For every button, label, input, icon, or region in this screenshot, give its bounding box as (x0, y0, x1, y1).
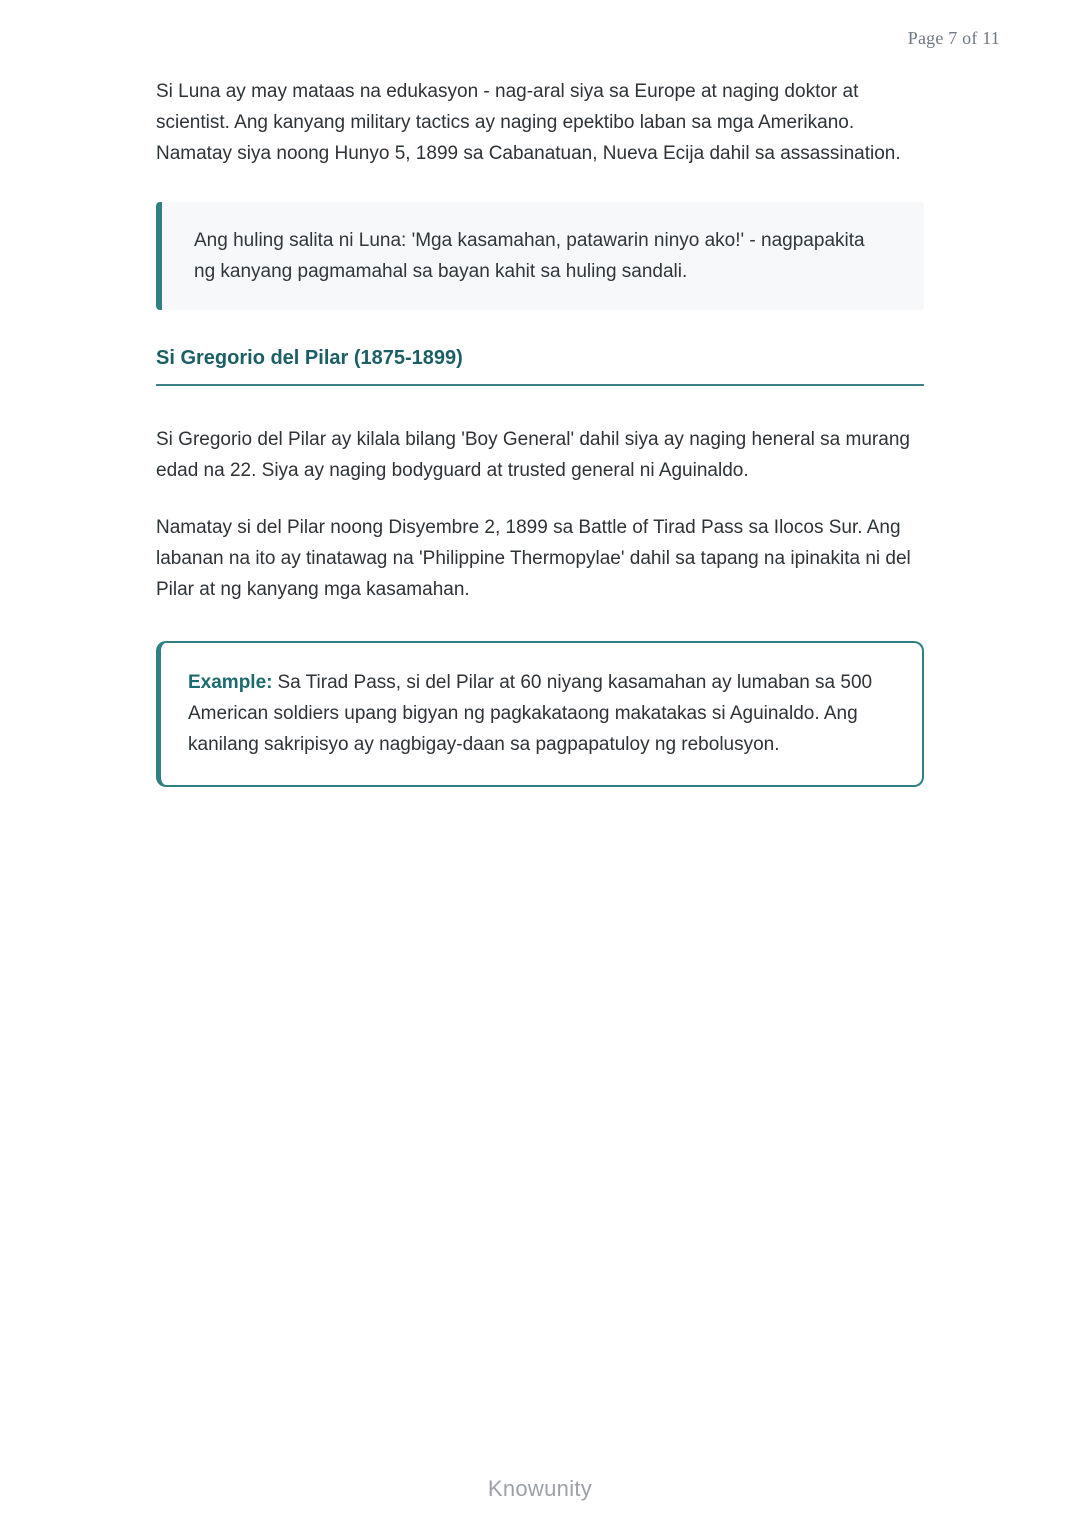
example-label: Example: (188, 672, 273, 693)
paragraph-pilar-death: Namatay si del Pilar noong Disyembre 2, 1899 sa Battle of Tirad Pass sa Ilocos Sur. Ang labanan na ito ay tinatawag na 'Philippine Thermopylae' dahil sa tapang na ipinakita ni del Pilar at ng kanyang mga kasamahan. (156, 517, 911, 600)
quote-callout (156, 202, 924, 310)
section-heading-gregorio-del-pilar: Si Gregorio del Pilar (1875-1899) (156, 347, 924, 386)
example-body-text: Sa Tirad Pass, si del Pilar at 60 niyang kasamahan ay lumaban sa 500 American soldiers upang bigyan ng pagkakataong makatakas si Aguinaldo. Ang kanilang sakripisyo ay nagbigay-daan sa pagpapatuloy ng rebolusyon. (188, 672, 873, 755)
paragraph-pilar-intro: Si Gregorio del Pilar ay kilala bilang 'Boy General' dahil siya ay naging heneral sa murang edad na 22. Siya ay naging bodyguard at trusted general ni Aguinaldo. (156, 429, 910, 481)
quote-text: Ang huling salita ni Luna: 'Mga kasamahan, patawarin ninyo ako!' - nagpapakita ng kanyang pagmamahal sa bayan kahit sa huling sandali. (194, 230, 865, 282)
example-callout (156, 641, 924, 787)
brand-name: Knowunity (487, 1476, 593, 1501)
brand-footer (0, 1476, 1080, 1502)
example-text (188, 667, 892, 760)
paragraph-luna-bio: Si Luna ay may mataas na edukasyon - nag-aral siya sa Europe at naging doktor at scientist. Ang kanyang military tactics ay naging epektibo laban sa mga Amerikano. Namatay siya noong Hunyo 5, 1899 sa Cabanatuan, Nueva Ecija dahil sa assassination. (156, 81, 901, 164)
page-number-indicator: Page 7 of 11 (907, 28, 1000, 48)
document-content (156, 0, 924, 787)
